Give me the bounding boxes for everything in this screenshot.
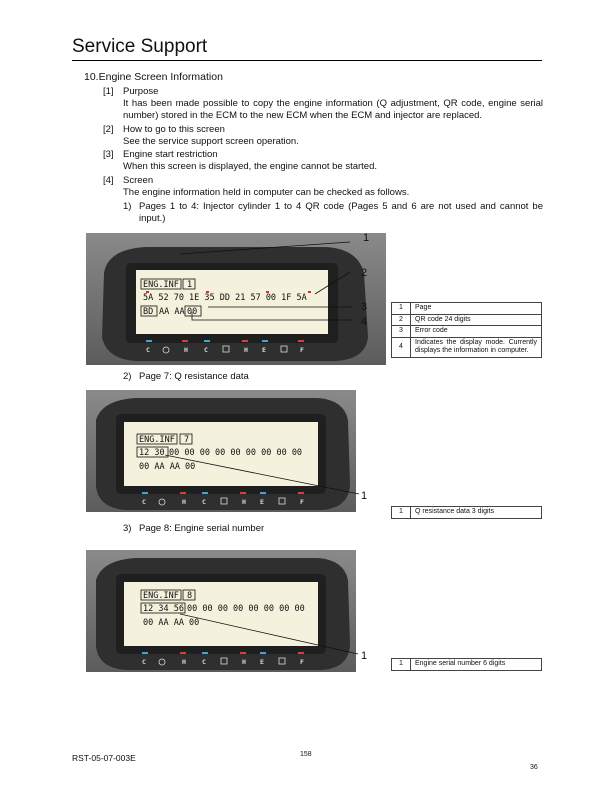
svg-text:E: E [260, 658, 264, 666]
table-row: 4 Indicates the display mode. Currently displays the information in computer. [392, 337, 542, 357]
lcd-line1-label: ENG.INF [139, 435, 175, 445]
item-body: It has been made possible to copy the engine information (Q adjustment, QR code, engine serial number) stored in the ECM to the new ECM when the ECM and injector are replaced. [123, 98, 543, 121]
lcd-line2-b: 00 00 00 00 00 00 00 00 [187, 604, 305, 614]
callout-number: 1 [361, 490, 368, 502]
lcd-line1-label: ENG.INF [143, 591, 179, 601]
legend-table-1 [391, 302, 542, 358]
item-label: Screen [123, 175, 154, 186]
item-number: [4] [103, 175, 114, 186]
lcd-line1-page: 7 [184, 435, 190, 445]
lcd-line2-b: 00 00 00 00 00 00 00 00 00 [169, 448, 303, 458]
callout-number: 1 [361, 650, 368, 662]
item-label: Engine start restriction [123, 149, 218, 160]
table-row: 1 Page [392, 303, 542, 315]
item-number: [1] [103, 86, 114, 97]
lcd-line2-a: 12 34 56 [143, 604, 184, 614]
gauge-c-label: C [204, 346, 208, 354]
lcd-line3-b: AA AA [159, 307, 185, 317]
lcd-line3: 00 AA AA 00 [143, 618, 200, 628]
svg-text:H: H [182, 498, 186, 506]
callout-lines-3 [180, 608, 368, 662]
lcd-line2-a: 12 30 [139, 448, 165, 458]
legend-table-3 [391, 658, 542, 671]
svg-text:C: C [142, 498, 146, 506]
svg-text:C: C [202, 658, 206, 666]
sub-number: 2) [123, 371, 132, 382]
gauge-h-label: H [244, 346, 248, 354]
svg-text:H: H [242, 658, 246, 666]
section-heading: 10.Engine Screen Information [84, 71, 223, 83]
svg-text:H: H [242, 498, 246, 506]
page-title: Service Support [72, 36, 208, 57]
gauge-c-label: C [146, 346, 150, 354]
doc-id: RST-05-07-003E [72, 753, 136, 763]
svg-text:E: E [260, 498, 264, 506]
item-body: See the service support screen operation. [123, 136, 299, 147]
lcd-line1-label: ENG.INF [143, 280, 179, 290]
callout-lines-2 [165, 450, 368, 502]
table-row: 2 QR code 24 digits [392, 314, 542, 326]
svg-text:H: H [182, 658, 186, 666]
item-number: [2] [103, 124, 114, 135]
lcd-line1-page: 8 [187, 591, 193, 601]
lcd-line3: 00 AA AA 00 [139, 462, 196, 472]
title-rule [72, 60, 542, 61]
callout-number: 3 [361, 301, 368, 313]
sub-number: 1) [123, 201, 132, 212]
item-label: How to go to this screen [123, 124, 225, 135]
svg-text:F: F [300, 658, 304, 666]
callout-number: 4 [361, 316, 368, 328]
sub-text: Page 8: Engine serial number [139, 523, 265, 534]
lcd-line3-c: 00 [187, 307, 198, 317]
lcd-line3-a: BD [143, 307, 154, 317]
lcd-line2: 5A 52 70 1E 35 DD 21 57 00 1F 5A [143, 293, 307, 303]
table-row: 1 Q resistance data 3 digits [392, 507, 542, 519]
svg-text:C: C [202, 498, 206, 506]
table-row: 1 Engine serial number 6 digits [392, 659, 542, 671]
svg-text:C: C [142, 658, 146, 666]
svg-text:F: F [300, 498, 304, 506]
lcd-line1-page: 1 [187, 280, 193, 290]
sub-number: 3) [123, 523, 132, 534]
sub-text: Pages 1 to 4: Injector cylinder 1 to 4 QR code (Pages 5 and 6 are not used and cannot be input.) [139, 201, 543, 224]
gauge-f-label: F [300, 346, 304, 354]
page-number-center: 158 [300, 751, 312, 758]
gauge-h-label: H [184, 346, 188, 354]
callout-number: 1 [363, 232, 370, 244]
item-body: The engine information held in computer can be checked as follows. [123, 187, 410, 198]
sub-text: Page 7: Q resistance data [139, 371, 249, 382]
item-label: Purpose [123, 86, 159, 97]
legend-table-2 [391, 506, 542, 519]
page-number-right: 36 [530, 764, 538, 771]
item-body: When this screen is displayed, the engine cannot be started. [123, 161, 378, 172]
table-row: 3 Error code [392, 326, 542, 338]
callout-number: 2 [361, 267, 368, 279]
item-number: [3] [103, 149, 114, 160]
gauge-e-label: E [262, 346, 266, 354]
